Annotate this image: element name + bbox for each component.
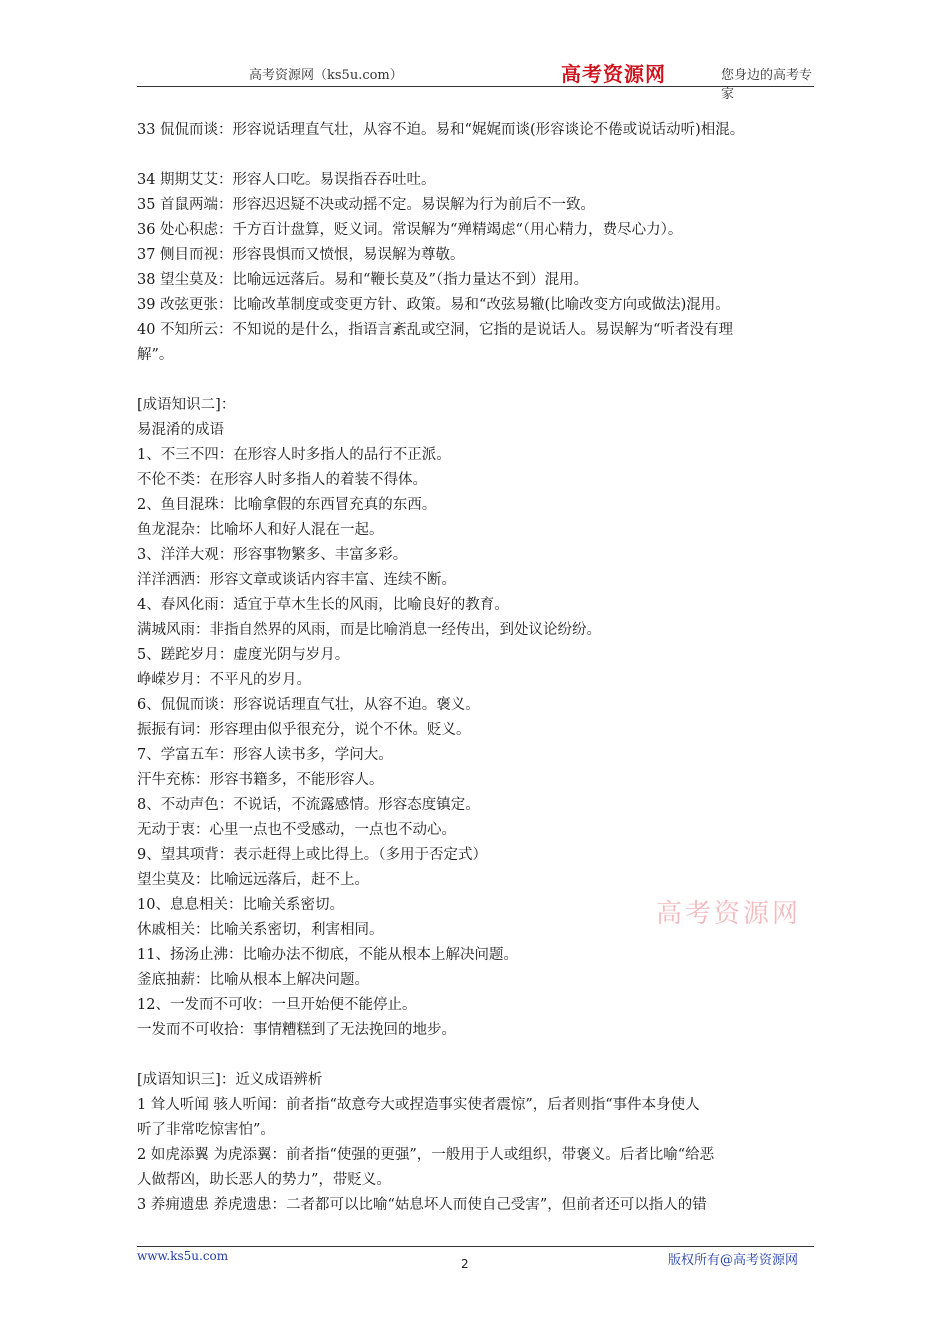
page-number: 2 <box>461 1257 469 1271</box>
text-line: 峥嵘岁月：不平凡的岁月。 <box>137 672 311 688</box>
text-line: 39 改弦更张：比喻改革制度或变更方针、政策。易和“改弦易辙(比喻改变方向或做法)混用。 <box>137 297 730 313</box>
text-line: 3 养痈遗患 养虎遗患：二者都可以比喻“姑息坏人而使自己受害”，但前者还可以指人的错 <box>137 1197 707 1213</box>
text-line: 满城风雨：非指自然界的风雨，而是比喻消息一经传出，到处议论纷纷。 <box>137 622 601 638</box>
text-line: 2、鱼目混珠：比喻拿假的东西冒充真的东西。 <box>137 497 437 513</box>
text-line: 7、学富五车：形容人读书多，学问大。 <box>137 747 393 763</box>
text-line: 11、扬汤止沸：比喻办法不彻底，不能从根本上解决问题。 <box>137 947 518 963</box>
text-line: 4、春风化雨：适宜于草木生长的风雨，比喻良好的教育。 <box>137 597 509 613</box>
text-line: 釜底抽薪：比喻从根本上解决问题。 <box>137 972 369 988</box>
text-line: 40 不知所云：不知说的是什么，指语言紊乱或空洞，它指的是说话人。易误解为“听者没有理 <box>137 322 733 338</box>
text-line: [成语知识二]： <box>137 397 236 413</box>
text-line: 1 耸人听闻 骇人听闻：前者指“故意夸大或捏造事实使者震惊”，后者则指“事件本身使人 <box>137 1097 700 1113</box>
text-line: 8、不动声色：不说话，不流露感情。形容态度镇定。 <box>137 797 480 813</box>
text-line: 10、息息相关：比喻关系密切。 <box>137 897 344 913</box>
text-line: 33 侃侃而谈：形容说话理直气壮，从容不迫。易和“娓娓而谈(形容谈论不倦或说话动听)相混。 <box>137 122 745 138</box>
blank-line <box>137 1043 817 1068</box>
text-line: 人做帮凶，助长恶人的势力”，带贬义。 <box>137 1172 391 1188</box>
header-site-name: 高考资源网（ks5u.com） <box>249 68 403 83</box>
text-line: 鱼龙混杂：比喻坏人和好人混在一起。 <box>137 522 384 538</box>
text-line: [成语知识三]：近义成语辨析 <box>137 1072 323 1088</box>
header-slogan: 您身边的高考专家 <box>721 68 813 102</box>
text-line: 无动于衷：心里一点也不受感动，一点也不动心。 <box>137 822 456 838</box>
watermark-logo: 高考资源网 <box>656 899 802 929</box>
text-line: 12、一发而不可收：一旦开始便不能停止。 <box>137 997 417 1013</box>
text-line: 3、洋洋大观：形容事物繁多、丰富多彩。 <box>137 547 408 563</box>
page-header <box>137 58 814 102</box>
text-line: 5、蹉跎岁月：虚度光阴与岁月。 <box>137 647 350 663</box>
text-line: 36 处心积虑：千方百计盘算，贬义词。常误解为“殚精竭虑“（用心精力，费尽心力）。 <box>137 222 683 238</box>
footer-copyright: 版权所有@高考资源网 <box>668 1253 799 1268</box>
text-line: 一发而不可收拾：事情糟糕到了无法挽回的地步。 <box>137 1022 456 1038</box>
text-line: 35 首鼠两端：形容迟迟疑不决或动摇不定。易误解为行为前后不一致。 <box>137 197 596 213</box>
text-line: 解”。 <box>137 347 174 363</box>
text-line: 6、侃侃而谈：形容说话理直气壮，从容不迫。褒义。 <box>137 697 480 713</box>
document-body <box>137 118 817 1218</box>
text-line: 洋洋洒洒：形容文章或谈话内容丰富、连续不断。 <box>137 572 456 588</box>
text-line: 振振有词：形容理由似乎很充分，说个不休。贬义。 <box>137 722 471 738</box>
header-logo: 高考资源网 <box>561 62 666 86</box>
text-line: 9、望其项背：表示赶得上或比得上。（多用于否定式） <box>137 847 487 863</box>
text-line: 2 如虎添翼 为虎添翼：前者指“使强的更强”，一般用于人或组织，带褒义。后者比喻“给恶 <box>137 1147 715 1163</box>
text-line: 听了非常吃惊害怕”。 <box>137 1122 275 1138</box>
text-line: 1、不三不四：在形容人时多指人的品行不正派。 <box>137 447 451 463</box>
blank-line <box>137 143 817 168</box>
text-line: 38 望尘莫及：比喻远远落后。易和“鞭长莫及”（指力量达不到）混用。 <box>137 272 589 288</box>
footer-divider <box>137 1246 814 1247</box>
text-line: 37 侧目而视：形容畏惧而又愤恨，易误解为尊敬。 <box>137 247 465 263</box>
text-line: 休戚相关：比喻关系密切，利害相同。 <box>137 922 384 938</box>
text-line: 不伦不类：在形容人时多指人的着装不得体。 <box>137 472 427 488</box>
blank-line <box>137 368 817 393</box>
text-line: 易混淆的成语 <box>137 422 224 438</box>
text-line: 34 期期艾艾：形容人口吃。易误指吞吞吐吐。 <box>137 172 436 188</box>
footer-url[interactable]: www.ks5u.com <box>137 1249 229 1263</box>
text-line: 汗牛充栋：形容书籍多，不能形容人。 <box>137 772 384 788</box>
text-line: 望尘莫及：比喻远远落后，赶不上。 <box>137 872 369 888</box>
